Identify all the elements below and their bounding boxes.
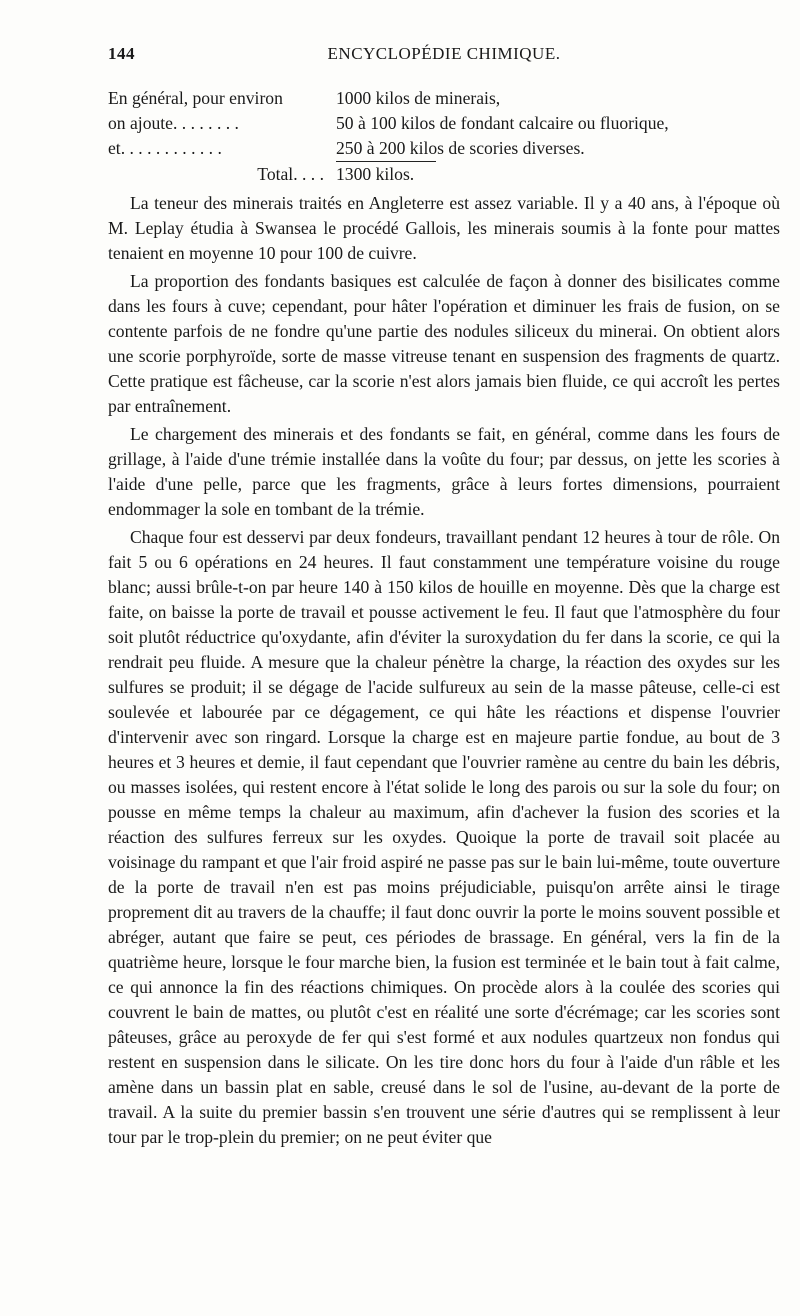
table-row: [108, 111, 780, 136]
row-label: En général, pour environ: [108, 88, 283, 108]
total-row: [108, 162, 780, 187]
paragraph: La teneur des minerais traités en Angleterre est assez variable. Il y a 40 ans, à l'époque où M. Leplay étudia à Swansea le procédé Gallois, les minerais soumis à la fonte pour mattes tenaient en moyenne 10 pour 100 de cuivre.: [108, 193, 780, 263]
row-value: 1000 kilos de minerais,: [336, 88, 501, 108]
paragraph: Chaque four est desservi par deux fondeurs, travaillant pendant 12 heures à tour de rôle. On fait 5 ou 6 opérations en 24 heures. Il faut constamment une température voisine du rouge blanc; aussi brûle-t-on par heure 140 à 150 kilos de houille en moyenne. Dès que la charge est faite, on baisse la porte de travail et pousse activement le feu. Il faut que l'atmosphère du four soit plutôt réductrice qu'oxydante, afin d'éviter la suroxydation du fer dans la scorie, ce qui la rendrait peu fluide. A mesure que la chaleur pénètre la charge, la réaction des oxydes sur les sulfures se produit; il se dégage de l'acide sulfureux au sein de la masse pâteuse, celle-ci est soulevée et labourée par ce dégagement, ce qui hâte les réactions et dispense l'ouvrier d'intervenir avec son ringard. Lorsque la charge est en majeure partie fondue, au bout de 3 heures et 3 heures et demie, il faut cependant que l'ouvrier ramène au centre du bain les débris, ou masses isolées, qui restent encore à l'état solide le long des parois ou sur la sole du four; on pousse en même temps la chaleur au maximum, afin d'achever la fusion des scories et la réaction des sulfures ferreux sur les oxydes. Quoique la porte de travail soit placée au voisinage du rampant et que l'air froid aspiré ne passe pas sur le bain lui-même, toute ouverture de la porte de travail n'en est pas moins préjudiciable, puisqu'on arrête ainsi le tirage proprement dit au travers de la chauffe; il faut donc ouvrir la porte le moins souvent possible et abréger, autant que faire se peut, ces périodes de brassage. En général, vers la fin de la quatrième heure, lorsque le four marche bien, la fusion est terminée et le bain tout à fait calme, ce qui annonce la fin des réactions chimiques. On procède alors à la coulée des scories qui couvrent le bain de mattes, ou plutôt c'est en réalité une sorte d'écrémage; car les scories sont pâteuses, grâce au peroxyde de fer qui s'est formé et aux nodules quartzeux non fondus qui restent en suspension dans le silicate. On les tire donc hors du four à l'aide d'un râble et les amène dans un bassin plat en sable, creusé dans le sol de l'usine, au-devant de la porte de travail. A la suite du premier bassin s'en trouvent une série d'autres qui se remplissent à leur tour par le trop-plein du premier; on ne peut éviter que: [108, 527, 780, 1147]
total-label-text: Total. . . .: [257, 164, 324, 184]
running-head: ENCYCLOPÉDIE CHIMIQUE.: [327, 44, 561, 63]
page-body: [108, 86, 780, 1150]
page-number: 144: [108, 44, 135, 63]
total-label: [108, 162, 336, 187]
table-row: [108, 86, 780, 111]
paragraph: Le chargement des minerais et des fondants se fait, en général, comme dans les fours de grillage, à l'aide d'une trémie installée dans la voûte du four; par dessus, on jette les scories à l'aide d'une pelle, parce que les fragments, grâce à leurs fortes dimensions, pourraient endommager la sole en tombant de la trémie.: [108, 424, 780, 519]
row-label: et. . . . . . . . . . . .: [108, 138, 222, 158]
row-value: 250 à 200 kilos de scories diverses.: [336, 138, 585, 158]
paragraph: La proportion des fondants basiques est calculée de façon à donner des bisilicates comme dans les fours à cuve; cependant, pour hâter l'opération et diminuer les frais de fusion, on se contente parfois de ne fondre qu'une partie des nodules siliceux du minerai. On obtient alors une scorie porphyroïde, sorte de masse vitreuse tenant en suspension des fragments de quartz. Cette pratique est fâcheuse, car la scorie n'est alors jamais bien fluide, ce qui accroît les pertes par entraînement.: [108, 271, 780, 416]
row-label: on ajoute. . . . . . . .: [108, 113, 239, 133]
page-header: [108, 44, 780, 68]
composition-table: [108, 86, 780, 187]
row-value: 50 à 100 kilos de fondant calcaire ou fluorique,: [336, 113, 669, 133]
table-row: [108, 136, 780, 161]
total-value: 1300 kilos.: [336, 164, 415, 184]
